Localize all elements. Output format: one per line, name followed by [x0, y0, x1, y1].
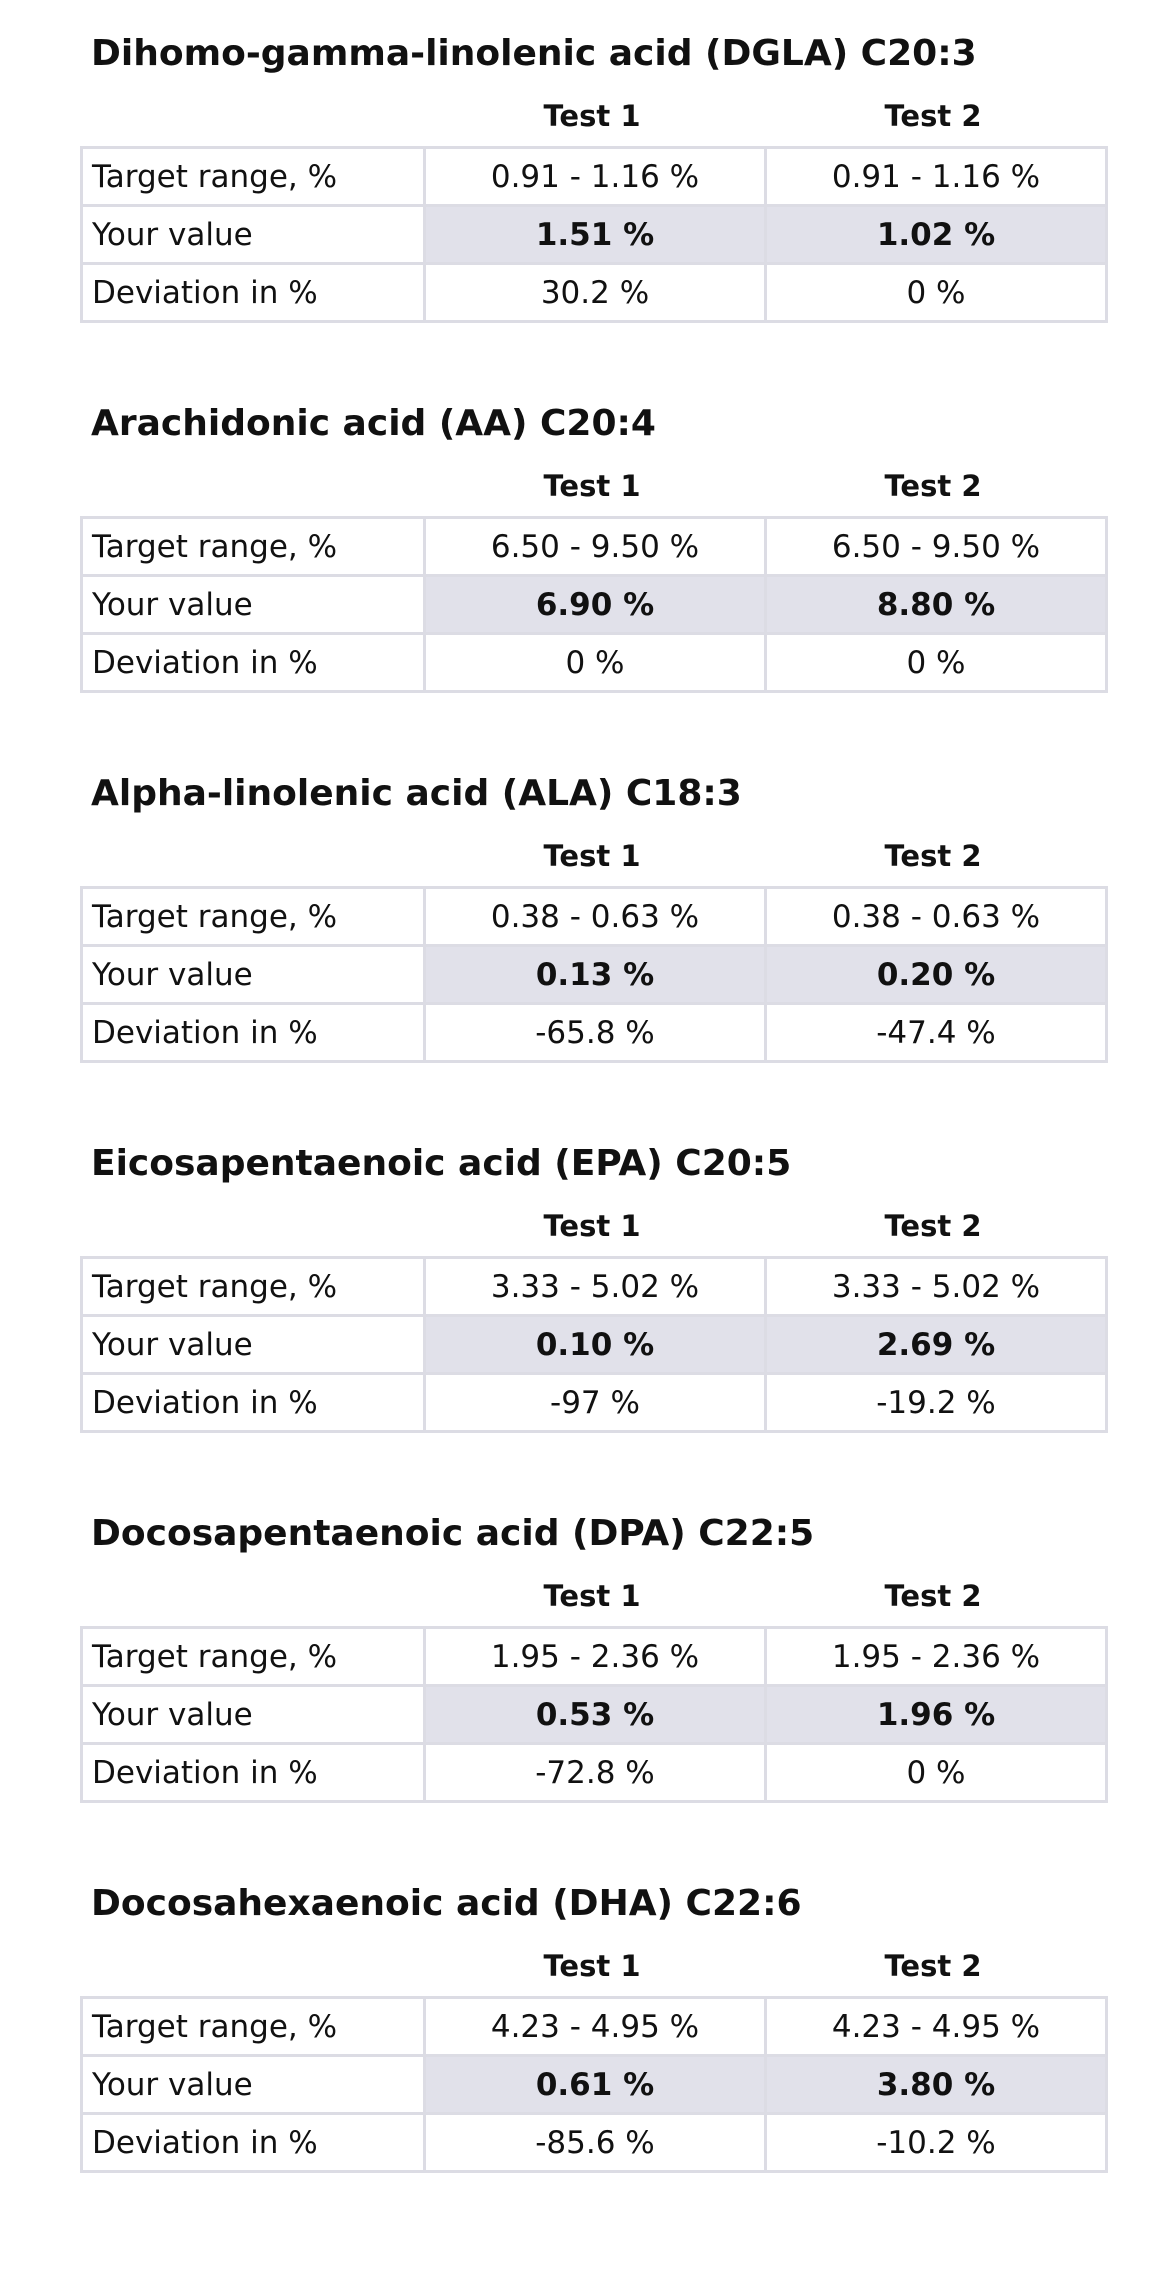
column-header-test-2: Test 2: [884, 1579, 982, 1613]
fatty-acid-section: [80, 764, 1106, 1094]
results-table: [80, 1996, 1108, 2173]
target-range-row: [82, 1998, 1107, 2056]
your-value-test-1: 0.13 %: [425, 946, 766, 1004]
fatty-acid-section: [80, 1504, 1106, 1834]
row-label-your-value: Your value: [82, 1316, 425, 1374]
deviation-test-2: -10.2 %: [766, 2114, 1107, 2172]
deviation-test-1: -72.8 %: [425, 1744, 766, 1802]
target-range-test-1: 1.95 - 2.36 %: [425, 1628, 766, 1686]
row-label-your-value: Your value: [82, 2056, 425, 2114]
target-range-test-1: 3.33 - 5.02 %: [425, 1258, 766, 1316]
row-label-your-value: Your value: [82, 576, 425, 634]
deviation-test-1: -97 %: [425, 1374, 766, 1432]
column-header-test-1: Test 1: [543, 1949, 641, 1983]
column-header-test-1: Test 1: [543, 99, 641, 133]
results-table: [80, 516, 1108, 693]
column-header-test-1: Test 1: [543, 1209, 641, 1243]
your-value-test-1: 1.51 %: [425, 206, 766, 264]
deviation-test-2: -47.4 %: [766, 1004, 1107, 1062]
fatty-acid-section: [80, 1874, 1106, 2204]
your-value-row: [82, 576, 1107, 634]
row-label-target-range: Target range, %: [82, 1258, 425, 1316]
column-header-row: [80, 458, 1106, 514]
target-range-row: [82, 1258, 1107, 1316]
deviation-row: [82, 1004, 1107, 1062]
your-value-test-2: 1.02 %: [766, 206, 1107, 264]
target-range-row: [82, 1628, 1107, 1686]
fatty-acid-section: [80, 24, 1106, 354]
target-range-test-2: 4.23 - 4.95 %: [766, 1998, 1107, 2056]
deviation-test-1: 0 %: [425, 634, 766, 692]
your-value-row: [82, 946, 1107, 1004]
column-header-test-1: Test 1: [543, 1579, 641, 1613]
your-value-test-1: 6.90 %: [425, 576, 766, 634]
column-header-row: [80, 1568, 1106, 1624]
section-title: Docosahexaenoic acid (DHA) C22:6: [91, 1883, 802, 1924]
row-label-deviation: Deviation in %: [82, 1374, 425, 1432]
your-value-test-2: 1.96 %: [766, 1686, 1107, 1744]
row-label-deviation: Deviation in %: [82, 1004, 425, 1062]
column-header-row: [80, 88, 1106, 144]
target-range-test-2: 6.50 - 9.50 %: [766, 518, 1107, 576]
row-label-deviation: Deviation in %: [82, 2114, 425, 2172]
column-header-test-2: Test 2: [884, 99, 982, 133]
target-range-test-1: 6.50 - 9.50 %: [425, 518, 766, 576]
column-header-test-2: Test 2: [884, 1949, 982, 1983]
section-title: Dihomo-gamma-linolenic acid (DGLA) C20:3: [91, 33, 977, 74]
target-range-row: [82, 888, 1107, 946]
section-title: Docosapentaenoic acid (DPA) C22:5: [91, 1513, 815, 1554]
target-range-test-1: 4.23 - 4.95 %: [425, 1998, 766, 2056]
section-title: Arachidonic acid (AA) C20:4: [91, 403, 656, 444]
deviation-test-2: 0 %: [766, 1744, 1107, 1802]
row-label-target-range: Target range, %: [82, 1628, 425, 1686]
your-value-test-2: 2.69 %: [766, 1316, 1107, 1374]
your-value-test-1: 0.53 %: [425, 1686, 766, 1744]
deviation-row: [82, 634, 1107, 692]
deviation-test-2: 0 %: [766, 264, 1107, 322]
deviation-test-2: -19.2 %: [766, 1374, 1107, 1432]
section-title: Eicosapentaenoic acid (EPA) C20:5: [91, 1143, 792, 1184]
column-header-test-2: Test 2: [884, 469, 982, 503]
row-label-your-value: Your value: [82, 1686, 425, 1744]
column-header-test-1: Test 1: [543, 839, 641, 873]
your-value-row: [82, 2056, 1107, 2114]
target-range-test-2: 0.91 - 1.16 %: [766, 148, 1107, 206]
column-header-test-1: Test 1: [543, 469, 641, 503]
your-value-test-1: 0.61 %: [425, 2056, 766, 2114]
column-header-row: [80, 828, 1106, 884]
your-value-test-1: 0.10 %: [425, 1316, 766, 1374]
your-value-test-2: 3.80 %: [766, 2056, 1107, 2114]
row-label-your-value: Your value: [82, 946, 425, 1004]
your-value-row: [82, 206, 1107, 264]
deviation-row: [82, 264, 1107, 322]
row-label-deviation: Deviation in %: [82, 264, 425, 322]
row-label-your-value: Your value: [82, 206, 425, 264]
column-header-row: [80, 1198, 1106, 1254]
target-range-test-2: 3.33 - 5.02 %: [766, 1258, 1107, 1316]
row-label-target-range: Target range, %: [82, 1998, 425, 2056]
deviation-row: [82, 1374, 1107, 1432]
target-range-row: [82, 518, 1107, 576]
column-header-test-2: Test 2: [884, 1209, 982, 1243]
row-label-deviation: Deviation in %: [82, 634, 425, 692]
row-label-target-range: Target range, %: [82, 888, 425, 946]
row-label-target-range: Target range, %: [82, 518, 425, 576]
results-table: [80, 886, 1108, 1063]
your-value-test-2: 0.20 %: [766, 946, 1107, 1004]
results-table: [80, 1256, 1108, 1433]
target-range-test-1: 0.38 - 0.63 %: [425, 888, 766, 946]
deviation-test-1: -65.8 %: [425, 1004, 766, 1062]
deviation-row: [82, 1744, 1107, 1802]
your-value-row: [82, 1316, 1107, 1374]
column-header-test-2: Test 2: [884, 839, 982, 873]
target-range-test-2: 1.95 - 2.36 %: [766, 1628, 1107, 1686]
deviation-row: [82, 2114, 1107, 2172]
section-title: Alpha-linolenic acid (ALA) C18:3: [91, 773, 742, 814]
row-label-target-range: Target range, %: [82, 148, 425, 206]
target-range-test-2: 0.38 - 0.63 %: [766, 888, 1107, 946]
fatty-acid-section: [80, 1134, 1106, 1464]
row-label-deviation: Deviation in %: [82, 1744, 425, 1802]
target-range-test-1: 0.91 - 1.16 %: [425, 148, 766, 206]
your-value-row: [82, 1686, 1107, 1744]
column-header-row: [80, 1938, 1106, 1994]
your-value-test-2: 8.80 %: [766, 576, 1107, 634]
fatty-acid-section: [80, 394, 1106, 724]
deviation-test-2: 0 %: [766, 634, 1107, 692]
results-table: [80, 146, 1108, 323]
results-table: [80, 1626, 1108, 1803]
deviation-test-1: 30.2 %: [425, 264, 766, 322]
target-range-row: [82, 148, 1107, 206]
deviation-test-1: -85.6 %: [425, 2114, 766, 2172]
